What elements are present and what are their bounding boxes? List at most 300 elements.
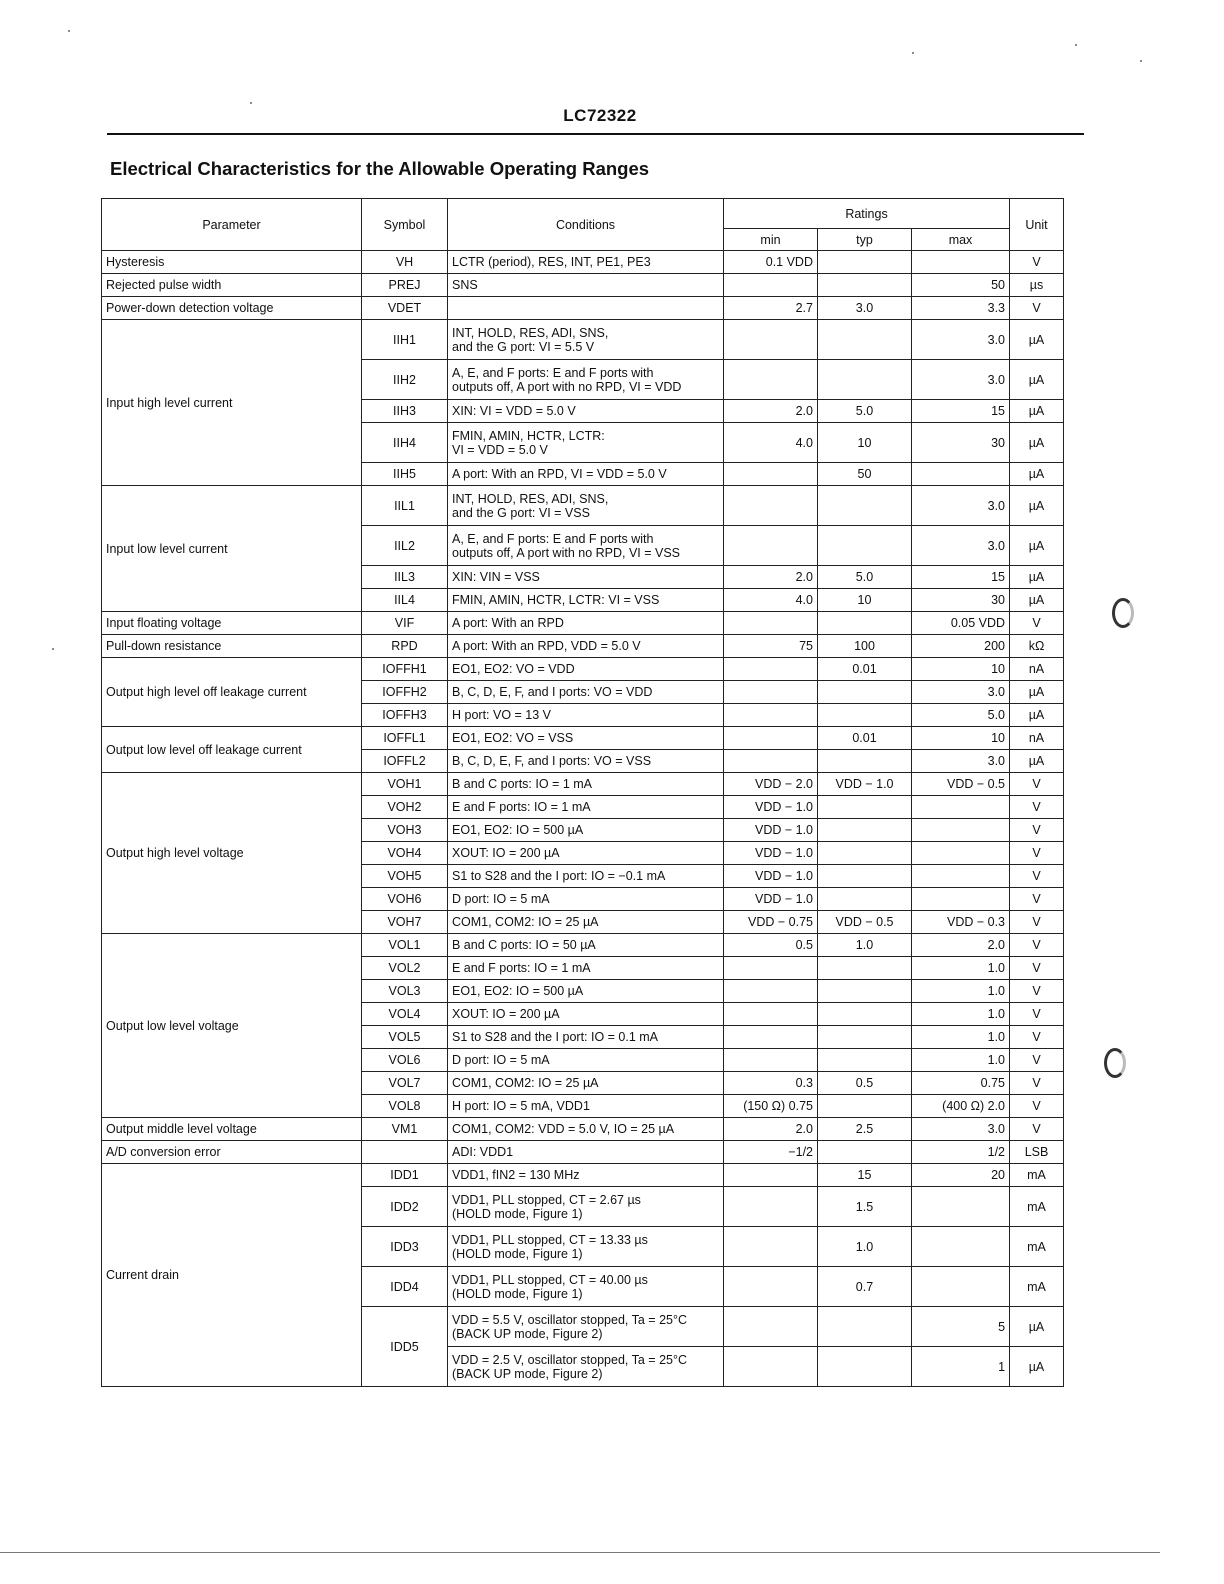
max-cell: [912, 463, 1010, 486]
typ-cell: 0.7: [818, 1267, 912, 1307]
min-cell: VDD − 0.75: [724, 911, 818, 934]
unit-cell: mA: [1010, 1164, 1064, 1187]
unit-cell: LSB: [1010, 1141, 1064, 1164]
scan-speck: [912, 52, 914, 54]
unit-cell: µA: [1010, 486, 1064, 526]
min-cell: [724, 980, 818, 1003]
min-cell: [724, 704, 818, 727]
min-cell: VDD − 1.0: [724, 842, 818, 865]
symbol-cell: VOL5: [362, 1026, 448, 1049]
symbol-cell: VOL2: [362, 957, 448, 980]
typ-cell: 0.5: [818, 1072, 912, 1095]
scan-speck: [68, 30, 70, 32]
conditions-cell: B and C ports: IO = 1 mA: [448, 773, 724, 796]
conditions-cell: S1 to S28 and the I port: IO = −0.1 mA: [448, 865, 724, 888]
min-cell: [724, 612, 818, 635]
max-cell: 2.0: [912, 934, 1010, 957]
typ-cell: [818, 1095, 912, 1118]
footer-rule: [0, 1552, 1160, 1553]
symbol-cell: PREJ: [362, 274, 448, 297]
conditions-cell: EO1, EO2: VO = VDD: [448, 658, 724, 681]
max-cell: 30: [912, 589, 1010, 612]
unit-cell: µA: [1010, 463, 1064, 486]
symbol-cell: VOL7: [362, 1072, 448, 1095]
typ-cell: [818, 681, 912, 704]
max-cell: 5.0: [912, 704, 1010, 727]
unit-cell: mA: [1010, 1267, 1064, 1307]
typ-cell: [818, 360, 912, 400]
min-cell: [724, 1347, 818, 1387]
typ-cell: [818, 704, 912, 727]
symbol-cell: IIH3: [362, 400, 448, 423]
unit-cell: V: [1010, 842, 1064, 865]
min-cell: 0.5: [724, 934, 818, 957]
unit-cell: µA: [1010, 1347, 1064, 1387]
min-cell: 2.0: [724, 1118, 818, 1141]
max-cell: 3.0: [912, 526, 1010, 566]
max-cell: 200: [912, 635, 1010, 658]
symbol-cell: IDD4: [362, 1267, 448, 1307]
symbol-cell: IOFFH3: [362, 704, 448, 727]
scan-speck: [52, 648, 54, 650]
parameter-cell: Pull-down resistance: [102, 635, 362, 658]
conditions-cell: A, E, and F ports: E and F ports with outputs off, A port with no RPD, VI = VSS: [448, 526, 724, 566]
typ-cell: [818, 1347, 912, 1387]
symbol-cell: IDD3: [362, 1227, 448, 1267]
conditions-cell: VDD = 2.5 V, oscillator stopped, Ta = 25°C (BACK UP mode, Figure 2): [448, 1347, 724, 1387]
header-conditions: Conditions: [448, 199, 724, 251]
unit-cell: V: [1010, 1026, 1064, 1049]
min-cell: [724, 1003, 818, 1026]
typ-cell: [818, 980, 912, 1003]
symbol-cell: IIL1: [362, 486, 448, 526]
min-cell: [724, 1164, 818, 1187]
max-cell: 50: [912, 274, 1010, 297]
typ-cell: [818, 1307, 912, 1347]
conditions-cell: VDD1, PLL stopped, CT = 2.67 µs (HOLD mode, Figure 1): [448, 1187, 724, 1227]
table-row: [102, 320, 1064, 360]
scan-speck: [1140, 60, 1142, 62]
conditions-cell: COM1, COM2: IO = 25 µA: [448, 911, 724, 934]
typ-cell: [818, 796, 912, 819]
typ-cell: 1.0: [818, 934, 912, 957]
typ-cell: [818, 819, 912, 842]
typ-cell: 5.0: [818, 566, 912, 589]
unit-cell: V: [1010, 819, 1064, 842]
table-row: [102, 658, 1064, 681]
symbol-cell: IOFFH1: [362, 658, 448, 681]
conditions-cell: H port: VO = 13 V: [448, 704, 724, 727]
table-body: [102, 251, 1064, 1387]
min-cell: [724, 1187, 818, 1227]
conditions-cell: XOUT: IO = 200 µA: [448, 842, 724, 865]
conditions-cell: A port: With an RPD, VI = VDD = 5.0 V: [448, 463, 724, 486]
min-cell: [724, 658, 818, 681]
unit-cell: V: [1010, 865, 1064, 888]
conditions-cell: H port: IO = 5 mA, VDD1: [448, 1095, 724, 1118]
min-cell: [724, 1307, 818, 1347]
symbol-cell: VOL6: [362, 1049, 448, 1072]
header-typ: typ: [818, 229, 912, 251]
unit-cell: µA: [1010, 1307, 1064, 1347]
parameter-cell: Input floating voltage: [102, 612, 362, 635]
parameter-cell: Input low level current: [102, 486, 362, 612]
max-cell: (400 Ω) 2.0: [912, 1095, 1010, 1118]
table-row: [102, 486, 1064, 526]
unit-cell: V: [1010, 888, 1064, 911]
typ-cell: [818, 251, 912, 274]
symbol-cell: IDD5: [362, 1307, 448, 1387]
typ-cell: [818, 842, 912, 865]
unit-cell: µs: [1010, 274, 1064, 297]
table-row: [102, 1141, 1064, 1164]
conditions-cell: XIN: VIN = VSS: [448, 566, 724, 589]
max-cell: 15: [912, 566, 1010, 589]
symbol-cell: VOH5: [362, 865, 448, 888]
symbol-cell: IDD1: [362, 1164, 448, 1187]
symbol-cell: IIL2: [362, 526, 448, 566]
min-cell: [724, 526, 818, 566]
unit-cell: µA: [1010, 566, 1064, 589]
max-cell: VDD − 0.3: [912, 911, 1010, 934]
min-cell: VDD − 1.0: [724, 888, 818, 911]
unit-cell: µA: [1010, 589, 1064, 612]
symbol-cell: VOH6: [362, 888, 448, 911]
min-cell: [724, 274, 818, 297]
max-cell: [912, 1187, 1010, 1227]
min-cell: 0.3: [724, 1072, 818, 1095]
parameter-cell: Power-down detection voltage: [102, 297, 362, 320]
min-cell: [724, 1227, 818, 1267]
conditions-cell: A, E, and F ports: E and F ports with outputs off, A port with no RPD, VI = VDD: [448, 360, 724, 400]
max-cell: 1.0: [912, 1049, 1010, 1072]
parameter-cell: Output middle level voltage: [102, 1118, 362, 1141]
typ-cell: 15: [818, 1164, 912, 1187]
symbol-cell: VOL4: [362, 1003, 448, 1026]
typ-cell: [818, 750, 912, 773]
unit-cell: µA: [1010, 400, 1064, 423]
conditions-cell: LCTR (period), RES, INT, PE1, PE3: [448, 251, 724, 274]
symbol-cell: VOH1: [362, 773, 448, 796]
header-ratings: Ratings: [724, 199, 1010, 229]
max-cell: 3.0: [912, 360, 1010, 400]
typ-cell: [818, 274, 912, 297]
punch-hole-mark: [1112, 598, 1134, 628]
electrical-characteristics-table: [101, 198, 1064, 1387]
min-cell: [724, 727, 818, 750]
conditions-cell: B, C, D, E, F, and I ports: VO = VDD: [448, 681, 724, 704]
typ-cell: [818, 865, 912, 888]
symbol-cell: IIH5: [362, 463, 448, 486]
unit-cell: V: [1010, 612, 1064, 635]
unit-cell: µA: [1010, 704, 1064, 727]
conditions-cell: FMIN, AMIN, HCTR, LCTR: VI = VSS: [448, 589, 724, 612]
unit-cell: nA: [1010, 727, 1064, 750]
typ-cell: 1.0: [818, 1227, 912, 1267]
table-row: [102, 1118, 1064, 1141]
max-cell: [912, 251, 1010, 274]
typ-cell: 5.0: [818, 400, 912, 423]
unit-cell: kΩ: [1010, 635, 1064, 658]
conditions-cell: COM1, COM2: VDD = 5.0 V, IO = 25 µA: [448, 1118, 724, 1141]
min-cell: [724, 360, 818, 400]
min-cell: VDD − 2.0: [724, 773, 818, 796]
table-row: [102, 727, 1064, 750]
table-row: [102, 635, 1064, 658]
conditions-cell: VDD1, PLL stopped, CT = 40.00 µs (HOLD mode, Figure 1): [448, 1267, 724, 1307]
conditions-cell: COM1, COM2: IO = 25 µA: [448, 1072, 724, 1095]
parameter-cell: Output low level voltage: [102, 934, 362, 1118]
typ-cell: [818, 1141, 912, 1164]
min-cell: [724, 957, 818, 980]
parameter-cell: Hysteresis: [102, 251, 362, 274]
document-header-title: LC72322: [563, 106, 637, 125]
conditions-cell: E and F ports: IO = 1 mA: [448, 796, 724, 819]
parameter-cell: Output high level off leakage current: [102, 658, 362, 727]
typ-cell: 1.5: [818, 1187, 912, 1227]
parameter-cell: Current drain: [102, 1164, 362, 1387]
min-cell: 4.0: [724, 423, 818, 463]
conditions-cell: VDD1, fIN2 = 130 MHz: [448, 1164, 724, 1187]
max-cell: [912, 1227, 1010, 1267]
conditions-cell: [448, 297, 724, 320]
unit-cell: V: [1010, 1118, 1064, 1141]
unit-cell: µA: [1010, 526, 1064, 566]
symbol-cell: RPD: [362, 635, 448, 658]
unit-cell: V: [1010, 957, 1064, 980]
conditions-cell: XOUT: IO = 200 µA: [448, 1003, 724, 1026]
parameter-cell: Output low level off leakage current: [102, 727, 362, 773]
max-cell: [912, 888, 1010, 911]
symbol-cell: [362, 1141, 448, 1164]
conditions-cell: FMIN, AMIN, HCTR, LCTR: VI = VDD = 5.0 V: [448, 423, 724, 463]
typ-cell: [818, 526, 912, 566]
header-min: min: [724, 229, 818, 251]
min-cell: (150 Ω) 0.75: [724, 1095, 818, 1118]
symbol-cell: VIF: [362, 612, 448, 635]
max-cell: 1.0: [912, 957, 1010, 980]
unit-cell: mA: [1010, 1227, 1064, 1267]
typ-cell: 3.0: [818, 297, 912, 320]
typ-cell: 2.5: [818, 1118, 912, 1141]
scan-speck: [250, 102, 252, 104]
symbol-cell: VOH3: [362, 819, 448, 842]
unit-cell: µA: [1010, 423, 1064, 463]
typ-cell: [818, 888, 912, 911]
table-row: [102, 773, 1064, 796]
header-symbol: Symbol: [362, 199, 448, 251]
max-cell: 10: [912, 727, 1010, 750]
section-title: Electrical Characteristics for the Allowable Operating Ranges: [110, 158, 650, 179]
min-cell: [724, 750, 818, 773]
max-cell: [912, 865, 1010, 888]
symbol-cell: VOL8: [362, 1095, 448, 1118]
symbol-cell: IOFFL1: [362, 727, 448, 750]
min-cell: 0.1 VDD: [724, 251, 818, 274]
symbol-cell: IIL4: [362, 589, 448, 612]
max-cell: 3.0: [912, 681, 1010, 704]
typ-cell: 10: [818, 589, 912, 612]
max-cell: 20: [912, 1164, 1010, 1187]
parameter-cell: A/D conversion error: [102, 1141, 362, 1164]
min-cell: −1/2: [724, 1141, 818, 1164]
conditions-cell: EO1, EO2: IO = 500 µA: [448, 819, 724, 842]
min-cell: 2.0: [724, 566, 818, 589]
unit-cell: V: [1010, 934, 1064, 957]
conditions-cell: ADI: VDD1: [448, 1141, 724, 1164]
conditions-cell: EO1, EO2: VO = VSS: [448, 727, 724, 750]
typ-cell: 10: [818, 423, 912, 463]
max-cell: 1/2: [912, 1141, 1010, 1164]
max-cell: 0.75: [912, 1072, 1010, 1095]
typ-cell: 50: [818, 463, 912, 486]
max-cell: 1.0: [912, 1003, 1010, 1026]
typ-cell: VDD − 0.5: [818, 911, 912, 934]
typ-cell: [818, 1003, 912, 1026]
max-cell: 3.3: [912, 297, 1010, 320]
max-cell: 5: [912, 1307, 1010, 1347]
conditions-cell: E and F ports: IO = 1 mA: [448, 957, 724, 980]
unit-cell: V: [1010, 773, 1064, 796]
min-cell: [724, 463, 818, 486]
symbol-cell: IIH4: [362, 423, 448, 463]
header-unit: Unit: [1010, 199, 1064, 251]
symbol-cell: IIH1: [362, 320, 448, 360]
unit-cell: V: [1010, 911, 1064, 934]
min-cell: VDD − 1.0: [724, 819, 818, 842]
unit-cell: V: [1010, 1003, 1064, 1026]
table-row: [102, 612, 1064, 635]
unit-cell: mA: [1010, 1187, 1064, 1227]
max-cell: [912, 796, 1010, 819]
conditions-cell: D port: IO = 5 mA: [448, 888, 724, 911]
scan-speck: [1075, 44, 1077, 46]
max-cell: [912, 842, 1010, 865]
table-row: [102, 251, 1064, 274]
max-cell: 1.0: [912, 1026, 1010, 1049]
max-cell: 3.0: [912, 320, 1010, 360]
conditions-cell: A port: With an RPD: [448, 612, 724, 635]
typ-cell: [818, 957, 912, 980]
conditions-cell: VDD = 5.5 V, oscillator stopped, Ta = 25°C (BACK UP mode, Figure 2): [448, 1307, 724, 1347]
symbol-cell: VDET: [362, 297, 448, 320]
table-row: [102, 274, 1064, 297]
typ-cell: 0.01: [818, 727, 912, 750]
unit-cell: nA: [1010, 658, 1064, 681]
min-cell: 2.7: [724, 297, 818, 320]
symbol-cell: IIH2: [362, 360, 448, 400]
parameter-cell: Output high level voltage: [102, 773, 362, 934]
unit-cell: V: [1010, 297, 1064, 320]
parameter-cell: Input high level current: [102, 320, 362, 486]
unit-cell: µA: [1010, 320, 1064, 360]
typ-cell: VDD − 1.0: [818, 773, 912, 796]
symbol-cell: VOH4: [362, 842, 448, 865]
conditions-cell: INT, HOLD, RES, ADI, SNS, and the G port: VI = VSS: [448, 486, 724, 526]
unit-cell: V: [1010, 980, 1064, 1003]
min-cell: [724, 1026, 818, 1049]
table-row: [102, 1164, 1064, 1187]
min-cell: VDD − 1.0: [724, 865, 818, 888]
parameter-cell: Rejected pulse width: [102, 274, 362, 297]
unit-cell: µA: [1010, 750, 1064, 773]
unit-cell: V: [1010, 1095, 1064, 1118]
max-cell: 15: [912, 400, 1010, 423]
unit-cell: V: [1010, 796, 1064, 819]
symbol-cell: IIL3: [362, 566, 448, 589]
table-row: [102, 297, 1064, 320]
header-rule: [107, 133, 1084, 135]
min-cell: 75: [724, 635, 818, 658]
conditions-cell: A port: With an RPD, VDD = 5.0 V: [448, 635, 724, 658]
table-row: [102, 934, 1064, 957]
typ-cell: 100: [818, 635, 912, 658]
max-cell: 3.0: [912, 1118, 1010, 1141]
symbol-cell: VH: [362, 251, 448, 274]
typ-cell: [818, 1049, 912, 1072]
min-cell: VDD − 1.0: [724, 796, 818, 819]
min-cell: 2.0: [724, 400, 818, 423]
conditions-cell: INT, HOLD, RES, ADI, SNS, and the G port: VI = 5.5 V: [448, 320, 724, 360]
max-cell: 1.0: [912, 980, 1010, 1003]
max-cell: [912, 819, 1010, 842]
symbol-cell: IDD2: [362, 1187, 448, 1227]
symbol-cell: VOL3: [362, 980, 448, 1003]
header-parameter: Parameter: [102, 199, 362, 251]
symbol-cell: VOL1: [362, 934, 448, 957]
conditions-cell: D port: IO = 5 mA: [448, 1049, 724, 1072]
symbol-cell: VOH7: [362, 911, 448, 934]
unit-cell: µA: [1010, 681, 1064, 704]
max-cell: 0.05 VDD: [912, 612, 1010, 635]
unit-cell: V: [1010, 251, 1064, 274]
symbol-cell: VM1: [362, 1118, 448, 1141]
punch-hole-mark: [1104, 1048, 1126, 1078]
min-cell: [724, 681, 818, 704]
symbol-cell: IOFFL2: [362, 750, 448, 773]
conditions-cell: XIN: VI = VDD = 5.0 V: [448, 400, 724, 423]
header-max: max: [912, 229, 1010, 251]
min-cell: [724, 320, 818, 360]
conditions-cell: B and C ports: IO = 50 µA: [448, 934, 724, 957]
conditions-cell: B, C, D, E, F, and I ports: VO = VSS: [448, 750, 724, 773]
conditions-cell: EO1, EO2: IO = 500 µA: [448, 980, 724, 1003]
unit-cell: V: [1010, 1072, 1064, 1095]
unit-cell: µA: [1010, 360, 1064, 400]
max-cell: 3.0: [912, 486, 1010, 526]
typ-cell: [818, 612, 912, 635]
conditions-cell: VDD1, PLL stopped, CT = 13.33 µs (HOLD mode, Figure 1): [448, 1227, 724, 1267]
min-cell: 4.0: [724, 589, 818, 612]
typ-cell: [818, 486, 912, 526]
typ-cell: [818, 1026, 912, 1049]
max-cell: 30: [912, 423, 1010, 463]
min-cell: [724, 486, 818, 526]
unit-cell: V: [1010, 1049, 1064, 1072]
max-cell: [912, 1267, 1010, 1307]
symbol-cell: IOFFH2: [362, 681, 448, 704]
max-cell: 3.0: [912, 750, 1010, 773]
max-cell: VDD − 0.5: [912, 773, 1010, 796]
max-cell: 1: [912, 1347, 1010, 1387]
min-cell: [724, 1049, 818, 1072]
symbol-cell: VOH2: [362, 796, 448, 819]
min-cell: [724, 1267, 818, 1307]
typ-cell: 0.01: [818, 658, 912, 681]
conditions-cell: S1 to S28 and the I port: IO = 0.1 mA: [448, 1026, 724, 1049]
conditions-cell: SNS: [448, 274, 724, 297]
typ-cell: [818, 320, 912, 360]
